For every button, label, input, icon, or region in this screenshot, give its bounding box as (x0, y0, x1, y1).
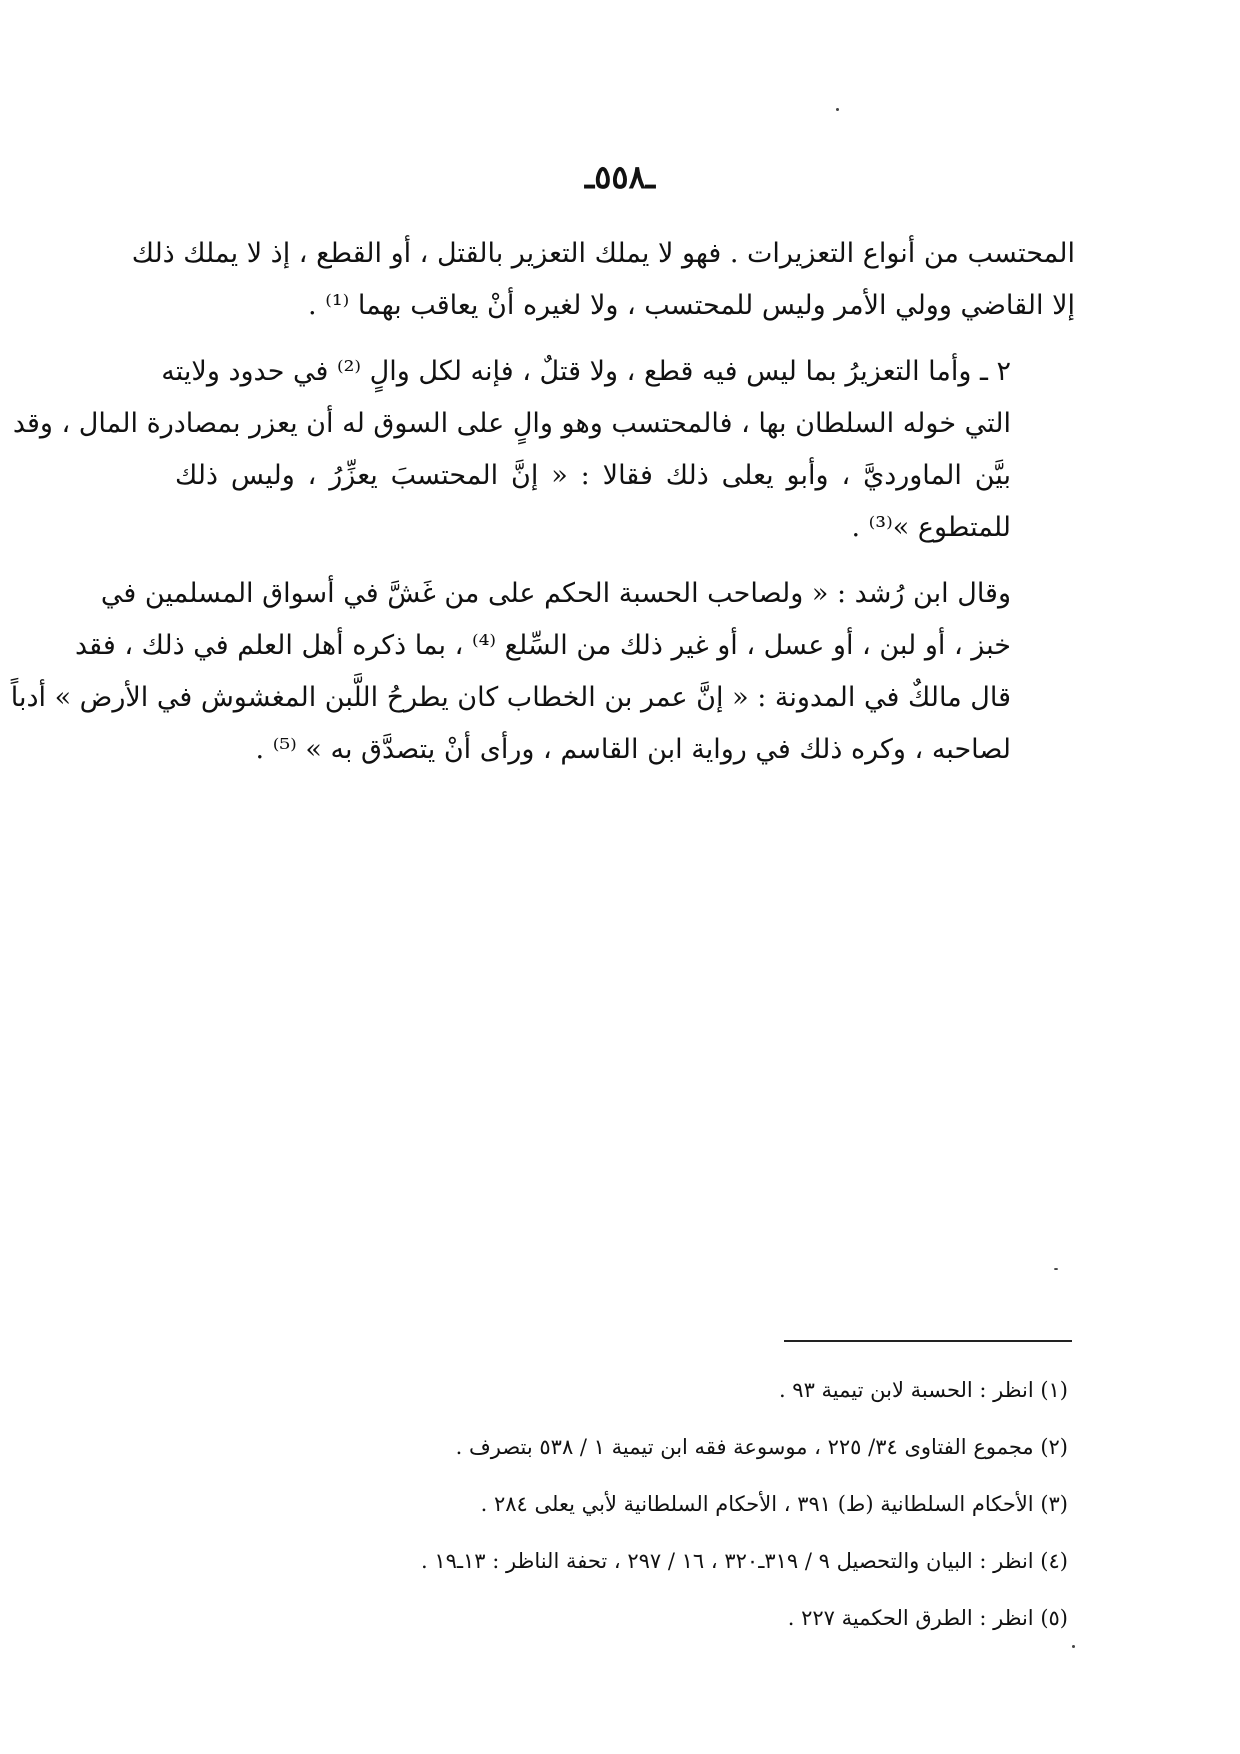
text-line: بيَّن الماورديَّ ، وأبو يعلى ذلك فقالا : « إنَّ المحتسبَ يعزِّرُ ، وليس ذلك (175, 460, 1011, 491)
footnote-3: (٣) الأحكام السلطانية (ط) ٣٩١ ، الأحكام السلطانية لأبي يعلى ٢٨٤ . (480, 1492, 1068, 1516)
text-line: إلا القاضي وولي الأمر وليس للمحتسب ، ولا لغيره أنْ يعاقب بهما ⁽¹⁾ . (308, 290, 1075, 321)
text-line: وقال ابن رُشد : « ولصاحب الحسبة الحكم على من غَشَّ في أسواق المسلمين في (100, 578, 1011, 609)
text-line: قال مالكٌ في المدونة : « إنَّ عمر بن الخطاب كان يطرحُ اللَّبن المغشوش في الأرض » أدباً (10, 682, 1011, 713)
footnote-4: (٤) انظر : البيان والتحصيل ٩ / ٣١٩ـ٣٢٠ ، ١٦ / ٢٩٧ ، تحفة الناظر : ١٣ـ١٩ . (420, 1549, 1068, 1573)
paragraph-3 (10, 568, 1075, 776)
scan-speck (1054, 1268, 1058, 1270)
footnote-separator (784, 1340, 1072, 1342)
footnotes (180, 1362, 1068, 1647)
text-line: للمتطوع »⁽³⁾ . (851, 512, 1011, 543)
text-line: لصاحبه ، وكره ذلك في رواية ابن القاسم ، ورأى أنْ يتصدَّق به » ⁽⁵⁾ . (255, 734, 1011, 765)
footnote-5: (٥) انظر : الطرق الحكمية ٢٢٧ . (787, 1606, 1068, 1630)
body-text (10, 228, 1075, 790)
paragraph-2 (12, 346, 1075, 554)
text-line: التي خوله السلطان بها ، فالمحتسب وهو والٍ على السوق له أن يعزر بمصادرة المال ، وقد (12, 408, 1011, 439)
footnote-2: (٢) مجموع الفتاوى ٣٤/ ٢٢٥ ، موسوعة فقه ابن تيمية ١ / ٥٣٨ بتصرف . (455, 1435, 1068, 1459)
footnote-1: (١) انظر : الحسبة لابن تيمية ٩٣ . (778, 1378, 1068, 1402)
text-line: ٢ ـ وأما التعزيرُ بما ليس فيه قطع ، ولا قتلٌ ، فإنه لكل والٍ ⁽²⁾ في حدود ولايته (161, 356, 1011, 387)
page-number: ـ٥٥٨ـ (584, 158, 656, 196)
scan-speck (836, 108, 839, 111)
paragraph-1 (131, 228, 1075, 332)
text-line: خبز ، أو لبن ، أو عسل ، أو غير ذلك من السِّلع ⁽⁴⁾ ، بما ذكره أهل العلم في ذلك ، فقد (75, 630, 1011, 661)
scan-speck (1072, 1645, 1075, 1648)
text-line: المحتسب من أنواع التعزيرات . فهو لا يملك التعزير بالقتل ، أو القطع ، إذ لا يملك ذلك (131, 238, 1075, 269)
